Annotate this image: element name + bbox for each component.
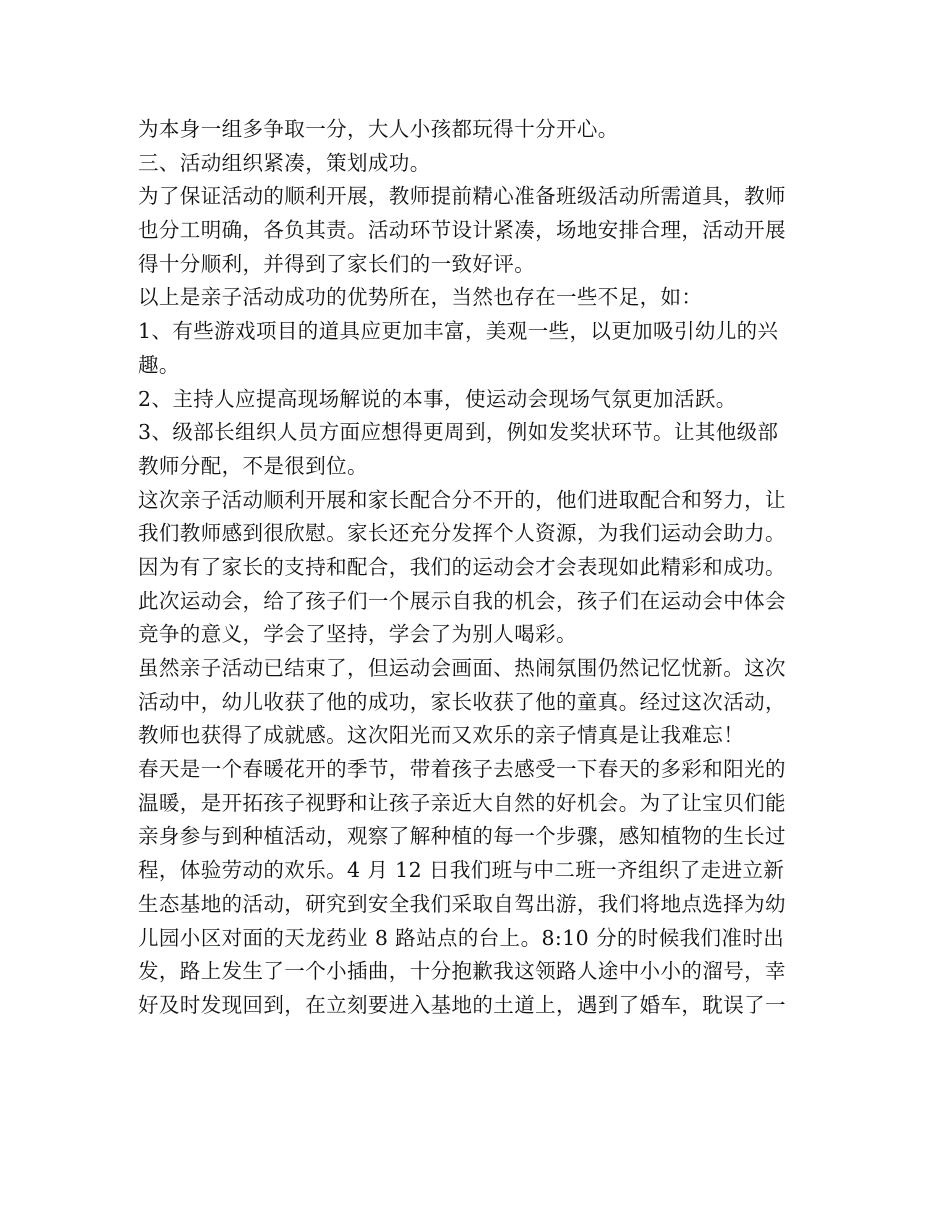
text-line: 春天是一个春暖花开的季节，带着孩子去感受一下春天的多彩和阳光的 (138, 757, 786, 782)
text-line: 温暖，是开拓孩子视野和让孩子亲近大自然的好机会。为了让宝贝们能 (138, 790, 786, 815)
text-line: 生态基地的活动，研究到安全我们采取自驾出游，我们将地点选择为幼 (138, 891, 786, 916)
text-line: 此次运动会，给了孩子们一个展示自我的机会，孩子们在运动会中体会 (138, 588, 786, 613)
document-body (138, 113, 828, 1023)
text-line: 竞争的意义，学会了坚持，学会了为别人喝彩。 (138, 622, 577, 647)
text-line: 活动中，幼儿收获了他的成功，家长收获了他的童真。经过这次活动， (138, 689, 786, 714)
text-line: 得十分顺利，并得到了家长们的一致好评。 (138, 251, 536, 276)
text-line: 也分工明确，各负其责。活动环节设计紧凑，场地安排合理，活动开展 (138, 218, 786, 243)
section-heading: 三、活动组织紧凑，策划成功。 (138, 150, 431, 175)
text-line: 发，路上发生了一个小插曲，十分抱歉我这领路人途中小小的溜号，幸 (138, 959, 786, 984)
text-line: 好及时发现回到，在立刻要进入基地的土道上，遇到了婚车，耽误了一 (138, 992, 786, 1017)
list-item: 2、主持人应提高现场解说的本事，使运动会现场气氛更加活跃。 (138, 386, 737, 411)
text-line: 以上是亲子活动成功的优势所在，当然也存在一些不足，如： (138, 285, 703, 310)
list-item: 3、级部长组织人员方面应想得更周到，例如发奖状环节。让其他级部 (138, 420, 779, 445)
text-line: 教师分配，不是很到位。 (138, 453, 368, 478)
text-line: 这次亲子活动顺利开展和家长配合分不开的，他们进取配合和努力，让 (138, 487, 786, 512)
text-line: 教师也获得了成就感。这次阳光而又欢乐的亲子情真是让我难忘！ (138, 723, 745, 748)
list-item: 1、有些游戏项目的道具应更加丰富，美观一些，以更加吸引幼儿的兴 (138, 319, 779, 344)
text-line: 为本身一组多争取一分，大人小孩都玩得十分开心。 (138, 117, 619, 141)
text-line: 儿园小区对面的天龙药业 8 路站点的台上。8:10 分的时候我们准时出 (138, 925, 785, 950)
text-line: 虽然亲子活动已结束了，但运动会画面、热闹氛围仍然记忆忧新。这次 (138, 656, 786, 680)
text-line: 为了保证活动的顺利开展，教师提前精心准备班级活动所需道具，教师 (138, 184, 786, 209)
text-line: 亲身参与到种植活动，观察了解种植的每一个步骤，感知植物的生长过 (138, 824, 786, 849)
text-line: 因为有了家长的支持和配合，我们的运动会才会表现如此精彩和成功。 (138, 554, 786, 579)
text-line: 趣。 (138, 352, 180, 377)
text-line: 我们教师感到很欣慰。家长还充分发挥个人资源，为我们运动会助力。 (138, 521, 786, 546)
text-line: 程，体验劳动的欢乐。4 月 12 日我们班与中二班一齐组织了走进立新 (138, 858, 785, 883)
